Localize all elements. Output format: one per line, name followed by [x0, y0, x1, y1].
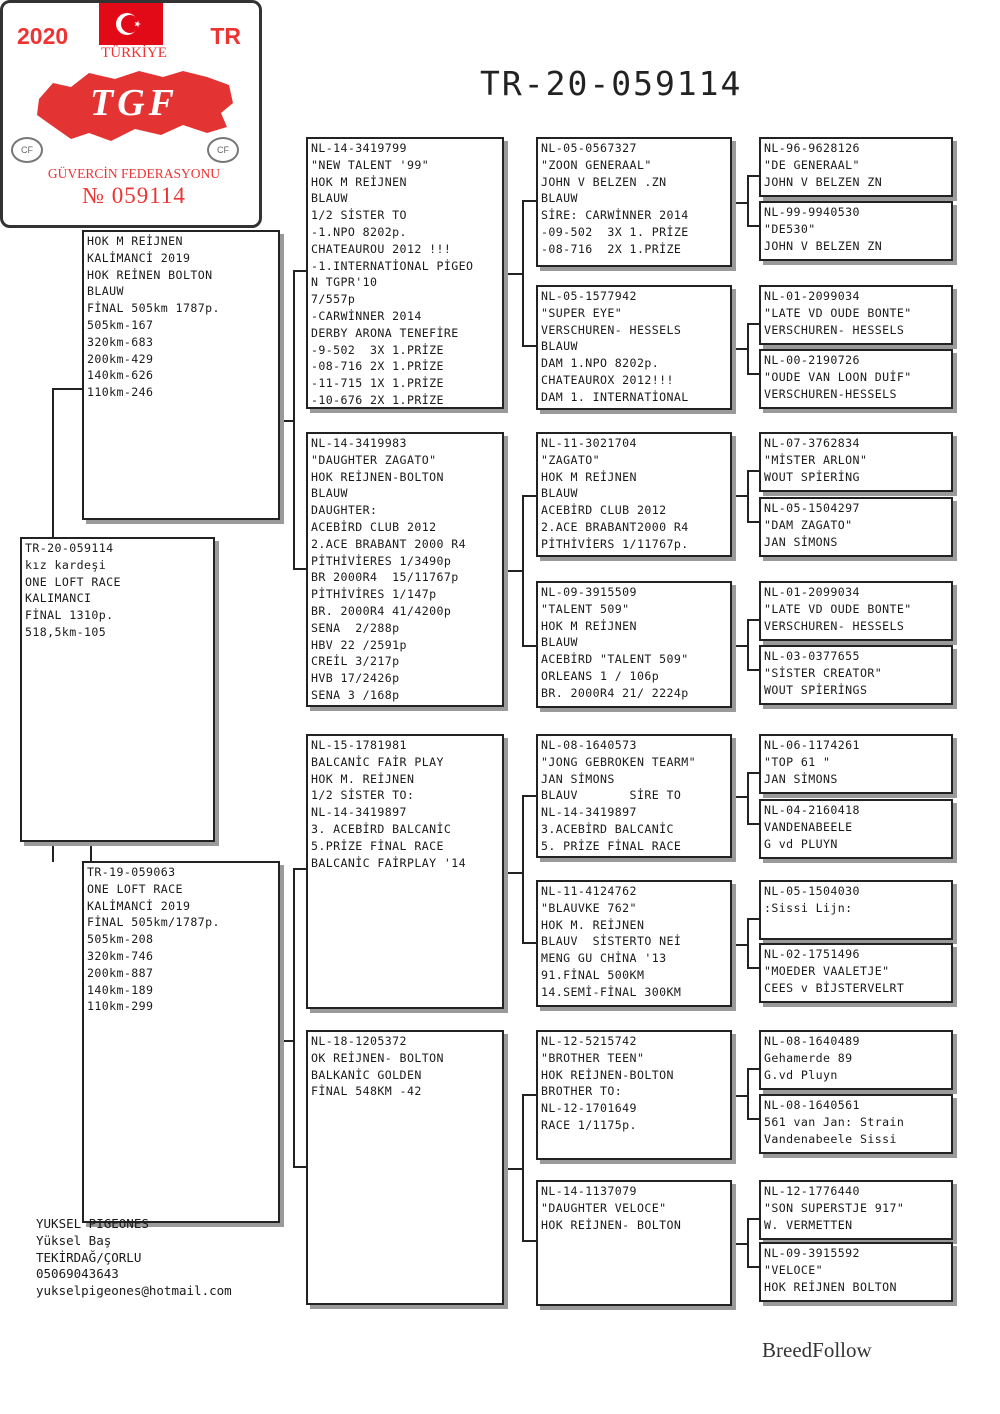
- pedigree-line: BLAUW: [311, 191, 348, 206]
- pedigree-line: BLAUV SİRE TO: [541, 788, 682, 803]
- great-great-grandparent-box: [759, 1030, 953, 1090]
- connector-line: [731, 348, 749, 350]
- pedigree-line: HOK M REİJNEN: [311, 174, 407, 189]
- grandparent-box: [306, 1030, 504, 1305]
- pedigree-line: BALKANİC GOLDEN: [311, 1067, 422, 1082]
- pedigree-line: CEES v BİJSTERVELRT: [764, 980, 905, 995]
- connector-line: [90, 842, 92, 862]
- pedigree-line: 91.FİNAL 500KM: [541, 967, 645, 982]
- great-great-grandparent-box: [759, 137, 953, 197]
- pedigree-line: JAN SİMONS: [764, 771, 838, 786]
- pedigree-line: RACE 1/1175p.: [541, 1117, 637, 1132]
- pedigree-line: "SİSTER CREATOR": [764, 665, 883, 680]
- pedigree-line: JOHN V BELZEN ZN: [764, 238, 883, 253]
- ring-number: NL-11-3021704: [541, 436, 637, 450]
- ring-number: NL-12-5215742: [541, 1034, 637, 1048]
- pedigree-line: HOK REİJNEN-BOLTON: [541, 1067, 674, 1082]
- connector-line: [280, 1040, 294, 1042]
- connector-line: [52, 388, 54, 538]
- pedigree-line: -08-716 2X 1.PRİZE: [541, 241, 682, 256]
- connector-line: [502, 570, 524, 572]
- pedigree-line: BLAUW: [541, 191, 578, 206]
- connector-line: [747, 1068, 749, 1118]
- great-great-grandparent-box: [759, 880, 953, 940]
- pedigree-line: "LATE VD OUDE BONTE": [764, 601, 912, 616]
- pedigree-line: BLAUW: [541, 339, 578, 354]
- pedigree-line: 518,5km-105: [25, 624, 107, 639]
- pedigree-line: -08-716 2X 1.PRİZE: [311, 359, 444, 374]
- pedigree-line: KALIMANCI: [25, 591, 92, 606]
- pedigree-line: 320km-746: [87, 948, 154, 963]
- pedigree-line: W. VERMETTEN: [764, 1217, 853, 1232]
- ring-number: NL-18-1205372: [311, 1034, 407, 1048]
- connector-line: [731, 944, 749, 946]
- ring-number: NL-04-2160418: [764, 803, 860, 817]
- turkish-flag-icon: [99, 3, 163, 45]
- connector-line: [52, 842, 92, 844]
- pedigree-line: "MİSTER ARLON": [764, 452, 868, 467]
- pedigree-line: Vandenabeele Sissi: [764, 1131, 897, 1146]
- pedigree-line: G.vd Pluyn: [764, 1067, 838, 1082]
- pedigree-line: BLAUW: [541, 635, 578, 650]
- pedigree-line: "ZOON GENERAAL": [541, 157, 652, 172]
- pedigree-line: "ZAGATO": [541, 452, 601, 467]
- owner-person: Yüksel Baş: [36, 1232, 112, 1248]
- pedigree-line: 320km-683: [87, 334, 154, 349]
- pedigree-line: DAM 1. INTERNATİONAL: [541, 389, 689, 404]
- pedigree-line: 14.SEMİ-FİNAL 300KM: [541, 984, 682, 999]
- connector-line: [280, 420, 294, 422]
- pedigree-line: 3.ACEBİRD BALCANİC: [541, 821, 674, 836]
- great-grandparent-box: [536, 285, 732, 410]
- pedigree-line: 140km-189: [87, 982, 154, 997]
- owner-info: [36, 1216, 232, 1300]
- ring-number: NL-01-2099034: [764, 585, 860, 599]
- great-great-grandparent-box: [759, 349, 953, 409]
- pedigree-line: CREİL 3/217p: [311, 654, 400, 669]
- pedigree-line: HOK M. REİJNEN: [541, 917, 645, 932]
- pedigree-line: HOK REİJNEN- BOLTON: [541, 1217, 682, 1232]
- stamp-country: TÜRKİYE: [101, 45, 167, 61]
- pedigree-line: ACEBİRD CLUB 2012: [541, 503, 667, 518]
- great-great-grandparent-box: [759, 1180, 953, 1240]
- pedigree-line: "OUDE VAN LOON DUİF": [764, 369, 912, 384]
- stamp-year: 2020: [17, 23, 69, 49]
- ring-number: NL-08-1640561: [764, 1098, 860, 1112]
- pedigree-line: BLAUV SİSTERTO NEİ: [541, 934, 682, 949]
- great-great-grandparent-box: [759, 943, 953, 1003]
- connector-line: [502, 1168, 524, 1170]
- pedigree-line: 140km-626: [87, 368, 154, 383]
- pedigree-line: -CARWİNNER 2014: [311, 308, 422, 323]
- pedigree-line: BLAUW: [87, 284, 124, 299]
- great-great-grandparent-box: [759, 201, 953, 261]
- stamp-logo-text: TGF: [90, 82, 178, 124]
- ring-number: NL-14-3419983: [311, 436, 407, 450]
- pedigree-line: BROTHER TO:: [541, 1084, 623, 1099]
- ring-number: NL-05-1504030: [764, 884, 860, 898]
- pedigree-title: TR-20-059114: [480, 64, 743, 103]
- pedigree-line: "SON SUPERSTJE 917": [764, 1200, 905, 1215]
- pedigree-line: 505km-208: [87, 932, 154, 947]
- pedigree-line: JAN SİMONS: [541, 771, 615, 786]
- ring-number: NL-14-3419799: [311, 141, 407, 155]
- connector-line: [731, 796, 749, 798]
- pedigree-line: -09-502 3X 1. PRİZE: [541, 224, 689, 239]
- pedigree-line: FİNAL 548KM -42: [311, 1084, 422, 1099]
- pedigree-line: BR. 2000R4 21/ 2224p: [541, 685, 689, 700]
- pedigree-line: ONE LOFT RACE: [87, 881, 183, 896]
- ring-number: NL-11-4124762: [541, 884, 637, 898]
- connector-line: [731, 1095, 749, 1097]
- pedigree-line: BLAUW: [541, 486, 578, 501]
- connector-line: [52, 388, 84, 390]
- pedigree-line: 200km-887: [87, 965, 154, 980]
- ring-number: NL-05-0567327: [541, 141, 637, 155]
- pedigree-line: ACEBİRD CLUB 2012: [311, 519, 437, 534]
- pedigree-line: VERSCHUREN- HESSELS: [764, 322, 905, 337]
- great-grandparent-box: [536, 734, 732, 858]
- ring-number: NL-07-3762834: [764, 436, 860, 450]
- ring-number: NL-96-9628126: [764, 141, 860, 155]
- ring-number: TR-19-059063: [87, 865, 176, 879]
- pedigree-line: 110km-299: [87, 999, 154, 1014]
- pedigree-line: "DAUGHTER ZAGATO": [311, 452, 437, 467]
- subject-box: [20, 537, 215, 842]
- pedigree-line: BR. 2000R4 41/4200p: [311, 603, 452, 618]
- pedigree-line: 561 van Jan: Strain: [764, 1114, 905, 1129]
- pedigree-line: "VELOCE": [764, 1262, 824, 1277]
- great-great-grandparent-box: [759, 497, 953, 557]
- pedigree-line: SİRE: CARWİNNER 2014: [541, 208, 689, 223]
- pedigree-line: "MOEDER VAALETJE": [764, 963, 890, 978]
- connector-line: [522, 795, 524, 942]
- pedigree-line: -9-502 3X 1.PRİZE: [311, 342, 444, 357]
- pedigree-line: "DE530": [764, 221, 816, 236]
- pedigree-line: "SUPER EYE": [541, 305, 623, 320]
- pedigree-line: "NEW TALENT '99": [311, 157, 430, 172]
- pedigree-line: DAM 1.NPO 8202p.: [541, 356, 660, 371]
- great-great-grandparent-box: [759, 285, 953, 345]
- owner-phone: 05069043643: [36, 1266, 119, 1282]
- great-great-grandparent-box: [759, 581, 953, 641]
- ring-number: NL-02-1751496: [764, 947, 860, 961]
- pedigree-line: NL-12-1701649: [541, 1101, 637, 1116]
- dam-box: [82, 861, 280, 1223]
- ring-number: NL-03-0377655: [764, 649, 860, 663]
- owner-email: yukselpigeones@hotmail.com: [36, 1283, 232, 1299]
- pedigree-line: FİNAL 505km/1787p.: [87, 915, 220, 930]
- connector-line: [502, 273, 524, 275]
- pedigree-line: -1.INTERNATİONAL PİGEO: [311, 258, 474, 273]
- connector-line: [731, 202, 749, 204]
- great-great-grandparent-box: [759, 1242, 953, 1302]
- pedigree-line: NL-14-3419897: [311, 805, 407, 820]
- pedigree-line: HOK REİNEN BOLTON: [87, 267, 213, 282]
- pedigree-line: KALİMANCİ 2019: [87, 250, 191, 265]
- ring-number: TR-20-059114: [25, 541, 114, 555]
- pedigree-line: Gehamerde 89: [764, 1050, 853, 1065]
- pedigree-line: -11-715 1X 1.PRİZE: [311, 376, 444, 391]
- pedigree-line: FİNAL 505km 1787p.: [87, 301, 220, 316]
- pedigree-line: PİTHİVİERES 1/3490p: [311, 553, 452, 568]
- ring-number: NL-09-3915592: [764, 1246, 860, 1260]
- pedigree-line: BALCANİC FAİR PLAY: [311, 754, 444, 769]
- ring-number: NL-01-2099034: [764, 289, 860, 303]
- grandparent-box: [306, 137, 504, 409]
- pedigree-line: "TOP 61 ": [764, 754, 831, 769]
- pedigree-line: CHATEAUROX 2012!!!: [541, 372, 674, 387]
- pedigree-line: "TALENT 509": [541, 601, 630, 616]
- pedigree-line: JOHN V BELZEN .ZN: [541, 174, 667, 189]
- ring-number: NL-05-1577942: [541, 289, 637, 303]
- pedigree-line: 110km-246: [87, 385, 154, 400]
- pedigree-line: VERSCHUREN- HESSELS: [541, 322, 682, 337]
- connector-line: [731, 1243, 749, 1245]
- pedigree-line: 5. PRİZE FİNAL RACE: [541, 838, 682, 853]
- pedigree-line: HOK M REİJNEN: [541, 469, 637, 484]
- connector-line: [502, 872, 524, 874]
- pedigree-line: G vd PLUYN: [764, 836, 838, 851]
- pedigree-line: N TGPR'10: [311, 275, 378, 290]
- ring-number: NL-05-1504297: [764, 501, 860, 515]
- pedigree-line: 3. ACEBİRD BALCANİC: [311, 821, 452, 836]
- pedigree-line: FİNAL 1310p.: [25, 608, 114, 623]
- pedigree-line: 2.ACE BRABANT 2000 R4: [311, 536, 466, 551]
- pedigree-line: VERSCHUREN- HESSELS: [764, 618, 905, 633]
- pedigree-line: SENA 2/288p: [311, 620, 400, 635]
- stamp-number: № 059114: [82, 183, 186, 208]
- connector-line: [293, 568, 307, 570]
- connector-line: [293, 1166, 307, 1168]
- pedigree-line: ORLEANS 1 / 106p: [541, 668, 660, 683]
- ring-number: NL-12-1776440: [764, 1184, 860, 1198]
- owner-name: YUKSEL PIGEONES: [36, 1216, 149, 1231]
- federation-stamp: [0, 0, 262, 228]
- ring-number: NL-99-9940530: [764, 205, 860, 219]
- great-grandparent-box: [536, 137, 732, 267]
- wing-logo-icon: CF: [207, 137, 239, 163]
- pedigree-line: HOK M REİJNEN: [541, 618, 637, 633]
- pedigree-line: 505km-167: [87, 317, 154, 332]
- pedigree-line: HBV 22 /2591p: [311, 637, 407, 652]
- pedigree-line: HOK REİJNEN-BOLTON: [311, 469, 444, 484]
- ring-number: NL-08-1640489: [764, 1034, 860, 1048]
- ring-number: HOK M REİJNEN: [87, 234, 183, 248]
- pedigree-line: 7/557p: [311, 292, 356, 307]
- pedigree-line: "LATE VD OUDE BONTE": [764, 305, 912, 320]
- pedigree-line: VERSCHUREN-HESSELS: [764, 386, 897, 401]
- grandparent-box: [306, 734, 504, 1009]
- pedigree-line: JOHN V BELZEN ZN: [764, 174, 883, 189]
- pedigree-line: 1/2 SİSTER TO:: [311, 788, 415, 803]
- ring-number: NL-00-2190726: [764, 353, 860, 367]
- pedigree-line: PİTHİVİRES 1/147p: [311, 587, 437, 602]
- pedigree-line: BALCANİC FAİRPLAY '14: [311, 855, 466, 870]
- pedigree-line: kız kardeşi: [25, 557, 107, 572]
- pedigree-line: ONE LOFT RACE: [25, 574, 121, 589]
- great-great-grandparent-box: [759, 432, 953, 492]
- pedigree-line: "DAUGHTER VELOCE": [541, 1200, 667, 1215]
- pedigree-line: DERBY ARONA TENEFİRE: [311, 325, 459, 340]
- grandparent-box: [306, 432, 504, 707]
- pedigree-line: -10-676 2X 1.PRİZE: [311, 392, 444, 407]
- great-great-grandparent-box: [759, 799, 953, 859]
- great-great-grandparent-box: [759, 645, 953, 705]
- pedigree-line: 200km-429: [87, 351, 154, 366]
- pedigree-line: 5.PRİZE FİNAL RACE: [311, 838, 444, 853]
- pedigree-line: -1.NPO 8202p.: [311, 224, 407, 239]
- pedigree-line: 1/2 SİSTER TO: [311, 208, 407, 223]
- great-great-grandparent-box: [759, 734, 953, 794]
- pedigree-line: SENA 3 /168p: [311, 687, 400, 702]
- connector-line: [293, 868, 295, 1168]
- pedigree-line: WOUT SPİERİNG: [764, 469, 860, 484]
- pedigree-line: "BROTHER TEEN": [541, 1050, 645, 1065]
- ring-number: NL-06-1174261: [764, 738, 860, 752]
- great-grandparent-box: [536, 1030, 732, 1160]
- pedigree-line: "JONG GEBROKEN TEARM": [541, 754, 696, 769]
- pedigree-line: JAN SİMONS: [764, 534, 838, 549]
- pedigree-line: PİTHİVİERS 1/11767p.: [541, 536, 689, 551]
- brand-logo: BreedFollow: [762, 1338, 872, 1362]
- pedigree-line: WOUT SPİERİNGS: [764, 682, 868, 697]
- sire-box: [82, 230, 280, 520]
- great-grandparent-box: [536, 880, 732, 1007]
- pedigree-line: HOK REİJNEN BOLTON: [764, 1279, 897, 1294]
- connector-line: [52, 842, 54, 862]
- pedigree-line: NL-14-3419897: [541, 805, 637, 820]
- ring-number: NL-15-1781981: [311, 738, 407, 752]
- connector-line: [747, 918, 749, 967]
- connector-line: [731, 495, 749, 497]
- pedigree-line: :Sissi Lijn:: [764, 900, 853, 915]
- ring-number: NL-14-1137079: [541, 1184, 637, 1198]
- stamp-country-code: TR: [210, 23, 241, 49]
- stamp-federation: GÜVERCİN FEDERASYONU: [47, 166, 221, 181]
- pedigree-line: VANDENABEELE: [764, 819, 853, 834]
- connector-line: [747, 1218, 749, 1266]
- ring-number: NL-09-3915509: [541, 585, 637, 599]
- pedigree-line: KALİMANCİ 2019: [87, 898, 191, 913]
- pedigree-line: HOK M. REİJNEN: [311, 771, 415, 786]
- connector-line: [293, 868, 307, 870]
- pedigree-line: BR 2000R4 15/11767p: [311, 570, 459, 585]
- pedigree-line: BLAUW: [311, 486, 348, 501]
- great-grandparent-box: [536, 1180, 732, 1306]
- pedigree-line: "BLAUVKE 762": [541, 900, 637, 915]
- pedigree-line: HVB 17/2426p: [311, 671, 400, 686]
- connector-line: [293, 270, 307, 272]
- pedigree-line: "DE GENERAAL": [764, 157, 860, 172]
- pedigree-line: MENG GU CHİNA '13: [541, 951, 667, 966]
- ring-number: NL-08-1640573: [541, 738, 637, 752]
- great-great-grandparent-box: [759, 1094, 953, 1154]
- connector-line: [731, 645, 749, 647]
- great-grandparent-box: [536, 581, 732, 708]
- connector-line: [747, 175, 749, 225]
- owner-location: TEKİRDAĞ/ÇORLU: [36, 1249, 142, 1265]
- pedigree-line: OK REİJNEN- BOLTON: [311, 1050, 444, 1065]
- pedigree-line: 2.ACE BRABANT2000 R4: [541, 519, 689, 534]
- pedigree-line: DAUGHTER:: [311, 503, 378, 518]
- pedigree-line: ACEBİRD "TALENT 509": [541, 652, 689, 667]
- pedigree-line: "DAM ZAGATO": [764, 517, 853, 532]
- great-grandparent-box: [536, 432, 732, 557]
- wing-logo-icon: CF: [11, 137, 43, 163]
- pedigree-line: CHATEAUROU 2012 !!!: [311, 241, 452, 256]
